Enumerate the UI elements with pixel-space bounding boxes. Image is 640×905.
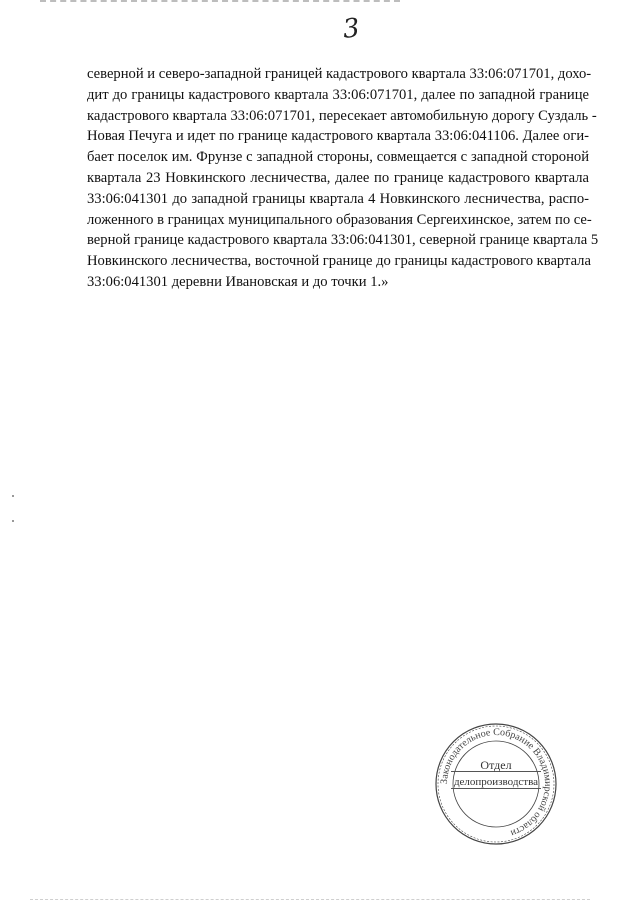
body-line: верной границе кадастрового квартала 33:06:041301, северной границе квартала 5 <box>87 232 599 249</box>
stamp-line1: Отдел <box>480 758 512 772</box>
body-line: кадастрового квартала 33:06:071701, пересекает автомобильную дорогу Суздаль - <box>87 107 597 124</box>
body-line: Новая Печуга и идет по границе кадастрового квартала 33:06:041106. Далее оги- <box>87 128 589 145</box>
scan-edge-bottom <box>30 899 590 902</box>
body-line: Новкинского лесничества, восточной границе до границы кадастрового квартала <box>87 253 591 270</box>
body-text <box>87 64 599 293</box>
body-line: северной и северо-западной границей кадастрового квартала 33:06:071701, дохо- <box>87 66 592 82</box>
stamp-ring-textpath: Законодательное Собрание Владимирской области <box>438 726 554 839</box>
scan-edge-top <box>40 0 400 5</box>
page-number: 3 <box>341 13 362 45</box>
scan-speck <box>12 520 14 522</box>
body-line: дит до границы кадастрового квартала 33:06:071701, далее по западной границе <box>87 86 589 103</box>
body-line: квартала 23 Новкинского лесничества, далее по границе кадастрового квартала <box>87 169 589 186</box>
stamp-center <box>434 758 558 789</box>
office-stamp <box>434 722 558 846</box>
body-line: ложенного в границах муниципального образования Сергеихинское, затем по се- <box>87 211 592 228</box>
body-line: бает поселок им. Фрунзе с западной стороны, совмещается с западной стороной <box>87 149 589 166</box>
stamp-line2: делопроизводства <box>453 776 539 788</box>
body-line: 33:06:041301 до западной границы квартала 4 Новкинского лесничества, распо- <box>87 190 589 207</box>
body-line: 33:06:041301 деревни Ивановская и до точки 1.» <box>87 273 389 290</box>
scan-speck <box>12 495 14 497</box>
